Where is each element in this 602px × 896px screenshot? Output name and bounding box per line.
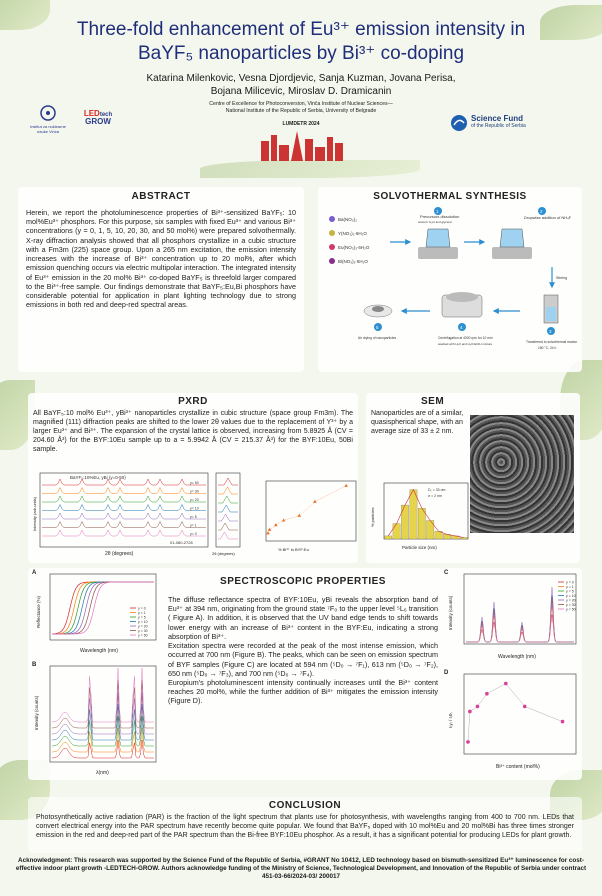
svg-text:I₍y₎ / I₍0₎: I₍y₎ / I₍0₎ [448, 712, 453, 728]
svg-text:Wavelength (nm): Wavelength (nm) [80, 648, 118, 654]
svg-text:B: B [32, 662, 37, 668]
xrd-trace-label: y= 10 [190, 506, 199, 511]
svg-text:2: 2 [540, 209, 543, 214]
spectro-panel [28, 568, 582, 780]
sem-panel [366, 393, 580, 563]
spectro-para-2: Excitation spectra were recorded at the peak of the most intense emission, which occurred at 700 nm (Figure B). The peaks, which can be seen on emission spectrum of BYF samples (Figure C) are located at 594 nm (⁵D₀ → ⁷F₁), 613 nm (⁵D₀ → ⁷F₂), 650 nm (⁵D₀ → ⁷F₃), and 700 nm (⁵D₀ → ⁷F₄). [168, 641, 438, 678]
legend-label: y = 30 [566, 603, 576, 607]
lattice-point [297, 514, 301, 517]
pxrd-text: All BaYF₅:10 mol% Eu³⁺, yBi³⁺ nanoparticles crystallize in cubic structure (space group Fm3m). The magnified (111) diffraction peaks are shifted to the lower 2θ values due to the replacement of Y³⁺ by a larger Eu³⁺ and Bi³⁺. The expansion of the crystal lattice is observed, increasing from 5.8925 Å (CV = 204.60 Å³) for the BYF:10Eu sample up to a = 5.9942 Å (CV = 215.37 Å³) for the BYF:10Eu, 50Bi sample. [33, 410, 353, 453]
svg-text:3: 3 [549, 329, 552, 334]
spectro-text-block [168, 576, 438, 706]
xrd-zoom-plot [212, 473, 240, 556]
legend-label: y = 20 [138, 624, 148, 629]
excitation-trace [52, 740, 154, 758]
svg-text:Precursors dissolution: Precursors dissolution [420, 214, 460, 219]
authors-line-2: Bojana Milicevic, Miroslav D. Dramicanin [210, 85, 392, 97]
spectro-title: SPECTROSCOPIC PROPERTIES [220, 576, 386, 587]
zoom-trace [218, 514, 238, 521]
zoom-trace [218, 523, 238, 530]
xrd-trace-label: y= 50 [190, 481, 199, 485]
legend-label: y = 1 [138, 611, 146, 615]
zoom-trace [218, 532, 238, 539]
reactor-step [526, 295, 578, 350]
svg-text:Particle size (nm): Particle size (nm) [402, 545, 437, 550]
histogram-bar [393, 524, 400, 539]
figure-b [30, 660, 160, 780]
xrd-main-plot [32, 473, 208, 557]
svg-text:solvent: H₂O and glycerol: solvent: H₂O and glycerol [418, 220, 452, 224]
pxrd-title: PXRD [178, 396, 208, 407]
xrd-trace [42, 488, 206, 494]
spectro-para-1: The diffuse reflectance spectra of BYF:10Eu, yBi reveals the absorption band of Eu³⁺ at 394 nm, originating from the ground state ⁷F₀ to the upper level ⁵L₆ transition ( Figure A). In addition, it is observed that the UV band edge tends to shift towards lower energy with an increase of Bi³⁺ content in the BYF:Eu, indicating a strong absorption of Bi³⁺. [168, 595, 438, 641]
svg-text:5: 5 [376, 325, 379, 330]
svg-text:% Bi³⁺ in BYF:Eu: % Bi³⁺ in BYF:Eu [278, 547, 309, 552]
affiliation-line-2: National Institute of the Republic of Serbia, University of Belgrade [225, 107, 377, 114]
legend-label: y = 20 [566, 598, 576, 603]
zoom-trace [218, 505, 238, 512]
legend-label: y = 0 [138, 606, 146, 611]
svg-text:Transferred to solvothermal re: Transferred to solvothermal reactor [526, 340, 578, 344]
abstract-text: Herein, we report the photoluminescence properties of Bi³⁺-sensitized BaYF₅: 10 mol%Eu³⁺ phosphors. For this purpose, six samples with fixed Eu³⁺ and various Bi³⁺ concentrations (y = 0, 1, 5, 10, 20, 30, and 50 mol%) were prepared solvothermally. X-ray diffraction analysis showed that all phosphors crystallize in a cubic structure with a Fm3m (225) space group. Upon a 265 nm excitation, the emission intensity increases with the increase of Bi³⁺ concentration up to 20 mol%, after which emission quenching occurs via electric multipolar interaction. The integrated intensity of Eu³⁺ emission in the 20 mol% Bi³⁺ co-doped BaYF₅ is threefold larger compared to the Bi³⁺-free sample. Our findings demonstrate that BaYF₅:Eu,Bi phosphors have considerable potential for application in plant lighting technology due to strong emissions in both red and deep-red spectral areas. [26, 208, 296, 310]
affiliation-line-1: Centre of Excellence for Photoconversion, Vinča Institute of Nuclear Sciences— [209, 101, 393, 107]
figure-d [442, 668, 582, 778]
svg-text:washed with H₂O and H₂O:EtOH m: washed with H₂O and H₂O:EtOH mixture [438, 342, 493, 346]
science-fund-icon [450, 114, 468, 132]
excitation-trace [52, 716, 154, 746]
lattice-point [344, 484, 348, 487]
reagent-3: Eu(NO₃)₃·6H₂O [338, 245, 370, 250]
svg-text:Intensity (arb.units): Intensity (arb.units) [32, 496, 37, 531]
reagent-1: Ba(NO₃)₂ [338, 217, 357, 222]
xrd-trace-label: y= 5 [190, 515, 197, 519]
svg-text:% particles: % particles [370, 507, 375, 527]
excitation-trace [52, 668, 154, 722]
reagent-list [329, 216, 370, 264]
dropwise-step [492, 207, 572, 259]
svg-text:Reflectance (%): Reflectance (%) [36, 595, 41, 628]
vinca-logo-icon [37, 104, 59, 122]
legend-label: y = 50 [138, 633, 148, 638]
fig-d-point [561, 720, 565, 724]
legend-label: y = 5 [138, 615, 146, 620]
synthesis-title: SOLVOTHERMAL SYNTHESIS [373, 191, 527, 202]
svg-text:2θ (degrees): 2θ (degrees) [105, 551, 134, 557]
authors-line-1: Katarina Milenkovic, Vesna Djordjevic, Sanja Kuzman, Jovana Perisa, [146, 73, 456, 84]
xrd-trace [42, 505, 206, 511]
legend-label: y = 50 [566, 607, 576, 612]
title-line-1: Three-fold enhancement of Eu³⁺ emission intensity in [76, 19, 526, 40]
svg-text:180 °C, 24 h: 180 °C, 24 h [538, 346, 557, 350]
acknowledgment: Acknowledgment: This research was supported by the Science Fund of the Republic of Serbia, #GRANT No 10412, LED technology based on bismuth-sensitized Eu³⁺ luminescence for cost-effective indoor plant growth -LEDTECH-GROW. Authors acknowledge funding of the Ministry of Science, Technological Development, and Innovation of the Republic of Serbia under contract 451-03-66/2024-03/ 200017 [15, 857, 587, 880]
synthesis-diagram [322, 207, 578, 367]
legend-label: y = 10 [566, 594, 576, 598]
sem-histogram [368, 477, 472, 553]
svg-text:Intensity (counts): Intensity (counts) [34, 695, 39, 730]
authors [60, 73, 542, 98]
spectro-para-3: Europium's photoluminescent intensity continually increases until the Bi³⁺ content reaches 20 mol%, while the further addition of Bi³⁺ mitigates the emission intensity (Figure D). [168, 677, 438, 706]
histogram-bar [460, 537, 467, 539]
figure-c [442, 568, 582, 668]
xrd-trace [42, 530, 206, 536]
fig-d-line [468, 684, 563, 742]
svg-text:2θ (degrees): 2θ (degrees) [212, 551, 235, 556]
svg-text:4: 4 [460, 325, 463, 330]
emission-trace [466, 587, 574, 642]
svg-text:Wavelength (nm): Wavelength (nm) [498, 654, 536, 660]
svg-text:Stirring: Stirring [556, 276, 568, 280]
xrd-trace-label: y= 1 [190, 523, 197, 528]
xrd-trace-label: y= 30 [190, 489, 199, 494]
stirrer-step [418, 207, 459, 259]
vinca-logo: Institut za nuklearne nauke Vinča [28, 104, 68, 134]
histogram-bar [385, 536, 392, 539]
xrd-trace [42, 522, 206, 528]
reagent-2: Y(NO₃)₃·6H₂O [338, 231, 367, 236]
drying-step [358, 305, 396, 340]
svg-text:σ = 2 nm: σ = 2 nm [428, 494, 442, 498]
pxrd-panel [28, 393, 358, 563]
svg-text:A: A [32, 570, 37, 576]
svg-text:Bi³⁺ content (mol%): Bi³⁺ content (mol%) [496, 764, 540, 770]
conclusion-text: Photosynthetically active radiation (PAR) is the fraction of the light spectrum that plants use for photosynthesis, with wavelengths ranging from 400 to 700 nm. LEDs that convert electrical energy into the PAR spectrum have recently become quite popular. We found that BaYF₅ doped with 10 mol%Eu and 20 mol%Bi has three times stronger emission in the red and deep-red part of the PAR spectrum than the Bi-free BYF:10Eu phosphor. As a result, it has a significant potential for producing LEDs for plant growth. [36, 814, 574, 839]
svg-text:Dropwise addition of NH₄F: Dropwise addition of NH₄F [524, 215, 572, 220]
svg-text:C: C [444, 570, 449, 576]
ledtech-grow-logo: LEDtech GROW [83, 109, 113, 126]
centrifuge-step [438, 292, 493, 346]
svg-text:D: D [444, 670, 449, 676]
histogram-bar [418, 508, 425, 539]
reagent-4: Bi(NO₃)₃·5H₂O [338, 259, 368, 264]
lattice-plot [266, 481, 356, 552]
synthesis-panel [318, 187, 582, 372]
zoom-trace [218, 478, 238, 485]
science-fund-logo: Science Fund of the Republic of Serbia [450, 114, 580, 132]
legend-label: y = 30 [138, 629, 148, 633]
lattice-trend [268, 486, 346, 534]
affiliation [130, 101, 472, 115]
lattice-point [268, 528, 272, 531]
figure-a [30, 568, 160, 658]
legend-label: y = 10 [138, 620, 148, 624]
svg-text:λ(nm): λ(nm) [96, 770, 109, 776]
abstract-title: ABSTRACT [131, 191, 191, 202]
legend-label: y = 0 [566, 580, 574, 585]
histogram-bar [427, 520, 434, 539]
histogram-bar [410, 490, 417, 539]
legend-label: y = 5 [566, 589, 574, 594]
xrd-trace [42, 513, 206, 519]
sem-title: SEM [421, 396, 445, 407]
title-line-2: BaYF₅ nanoparticles by Bi³⁺ co-doping [137, 42, 465, 64]
excitation-trace [52, 680, 154, 728]
abstract-panel [18, 187, 304, 372]
svg-text:01-080-2726: 01-080-2726 [170, 540, 193, 545]
zoom-trace [218, 487, 238, 494]
poster-title [20, 18, 582, 66]
svg-text:Intensity (counts): Intensity (counts) [448, 595, 453, 630]
pxrd-plots [30, 471, 360, 557]
sem-text: Nanoparticles are of a similar, quasispherical shape, with an average size of 33 ± 2 nm. [371, 410, 464, 435]
xrd-trace-label: y= 0 [190, 532, 197, 536]
xrd-trace [42, 496, 206, 502]
svg-text:Air drying of nanoparticles: Air drying of nanoparticles [358, 336, 397, 340]
lumdetr-logo: LUMDETR 2024 [255, 121, 347, 163]
svg-text:D꜀ = 33 nm: D꜀ = 33 nm [428, 488, 446, 492]
conclusion-panel [28, 797, 582, 853]
conclusion-title: CONCLUSION [268, 800, 342, 811]
xrd-trace-label: y= 20 [190, 498, 199, 502]
lattice-point [313, 500, 317, 503]
svg-text:Centrifugation at 4000 rpm for: Centrifugation at 4000 rpm for 10 min [438, 336, 493, 340]
city-skyline-icon [255, 127, 347, 161]
svg-text:BaYF₅:10%Eu, yBi (y=0-50): BaYF₅:10%Eu, yBi (y=0-50) [70, 475, 126, 480]
svg-text:1: 1 [436, 209, 439, 214]
legend-label: y = 1 [566, 585, 574, 589]
zoom-trace [218, 496, 238, 503]
sem-image [470, 415, 574, 533]
